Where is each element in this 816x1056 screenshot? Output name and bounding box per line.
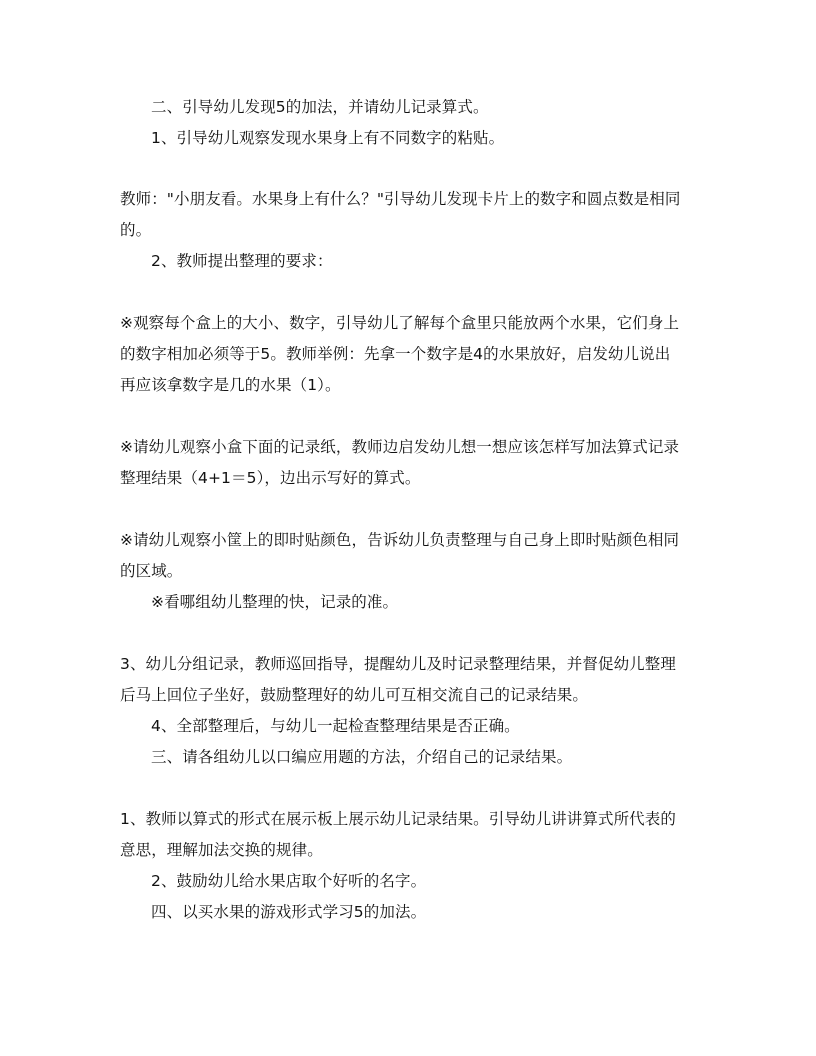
step-3-line-2: 后马上回位子坐好，鼓励整理好的幼儿可互相交流自己的记录结果。 (120, 686, 589, 704)
teacher-display-line-2: 意思，理解加法交换的规律。 (120, 841, 323, 859)
step-4-check-results: 4、全部整理后，与幼儿一起检查整理结果是否正确。 (151, 717, 520, 735)
step-2-name-shop: 2、鼓励幼儿给水果店取个好听的名字。 (151, 872, 427, 890)
section-heading-3: 三、请各组幼儿以口编应用题的方法，介绍自己的记录结果。 (151, 748, 573, 766)
step-1-observe-stickers: 1、引导幼儿观察发现水果身上有不同数字的粘贴。 (151, 129, 505, 147)
note-baskets-line-1: ※请幼儿观察小筐上的即时贴颜色，告诉幼儿负责整理与自己身上即时贴颜色相同 (120, 531, 680, 549)
teacher-display-line-1: 1、教师以算式的形式在展示板上展示幼儿记录结果。引导幼儿讲讲算式所代表的 (120, 810, 676, 828)
note-baskets-line-2: 的区域。 (120, 562, 183, 580)
teacher-question-line-1: 教师："小朋友看。水果身上有什么？"引导幼儿发现卡片上的数字和圆点数是相同 (120, 190, 681, 208)
teacher-question-line-2: 的。 (120, 221, 152, 239)
note-boxes-line-2: 的数字相加必须等于5。教师举例：先拿一个数字是4的水果放好，启发幼儿说出 (120, 345, 671, 363)
note-boxes-line-3: 再应该拿数字是几的水果（1）。 (120, 376, 341, 394)
section-heading-2: 二、引导幼儿发现5的加法，并请幼儿记录算式。 (151, 98, 489, 116)
note-record-paper-line-2: 整理结果（4+1＝5），边出示写好的算式。 (120, 469, 421, 487)
step-2-requirements: 2、教师提出整理的要求： (151, 252, 333, 270)
section-heading-4: 四、以买水果的游戏形式学习5的加法。 (151, 903, 427, 921)
step-3-line-1: 3、幼儿分组记录，教师巡回指导，提醒幼儿及时记录整理结果，并督促幼儿整理 (120, 655, 676, 673)
note-record-paper-line-1: ※请幼儿观察小盒下面的记录纸，教师边启发幼儿想一想应该怎样写加法算式记录 (120, 438, 680, 456)
note-boxes-line-1: ※观察每个盒上的大小、数字，引导幼儿了解每个盒里只能放两个水果，它们身上 (120, 314, 680, 332)
note-group-speed: ※看哪组幼儿整理的快，记录的准。 (151, 593, 399, 611)
